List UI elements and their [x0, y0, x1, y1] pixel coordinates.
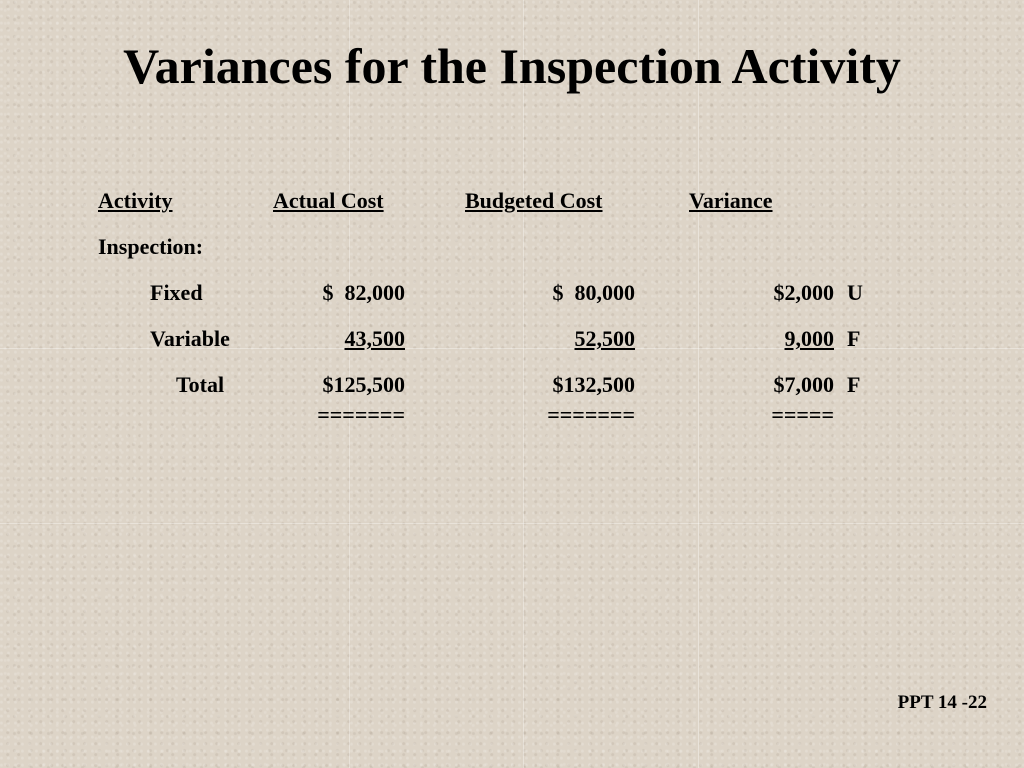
- section-label: Inspection:: [98, 234, 204, 259]
- row-label-variable: Variable: [150, 326, 230, 351]
- cell-variance-variable: 9,000: [784, 326, 834, 351]
- header-actual-cost: Actual Cost: [273, 188, 384, 213]
- cell-flag-total: F: [847, 372, 861, 397]
- header-variance: Variance: [689, 188, 773, 213]
- row-label-fixed: Fixed: [150, 280, 203, 305]
- background-seam: [698, 0, 699, 768]
- cell-actual-fixed: $ 82,000: [322, 280, 405, 305]
- slide-title: Variances for the Inspection Activity: [123, 38, 901, 94]
- slide-number: PPT 14 -22: [897, 692, 987, 713]
- cell-variance-total: $7,000: [773, 372, 834, 397]
- double-rule-actual: =======: [317, 402, 405, 427]
- background-seam: [0, 523, 1024, 524]
- cell-budgeted-fixed: $ 80,000: [552, 280, 635, 305]
- cell-budgeted-variable: 52,500: [574, 326, 635, 351]
- double-rule-variance: =====: [771, 402, 834, 427]
- cell-variance-fixed: $2,000: [773, 280, 834, 305]
- cell-budgeted-total: $132,500: [552, 372, 635, 397]
- cell-flag-fixed: U: [847, 280, 863, 305]
- header-budgeted-cost: Budgeted Cost: [465, 188, 603, 213]
- double-rule-budgeted: =======: [547, 402, 635, 427]
- cell-actual-total: $125,500: [322, 372, 405, 397]
- header-activity: Activity: [98, 188, 173, 213]
- cell-flag-variable: F: [847, 326, 861, 351]
- row-label-total: Total: [176, 372, 225, 397]
- cell-actual-variable: 43,500: [344, 326, 405, 351]
